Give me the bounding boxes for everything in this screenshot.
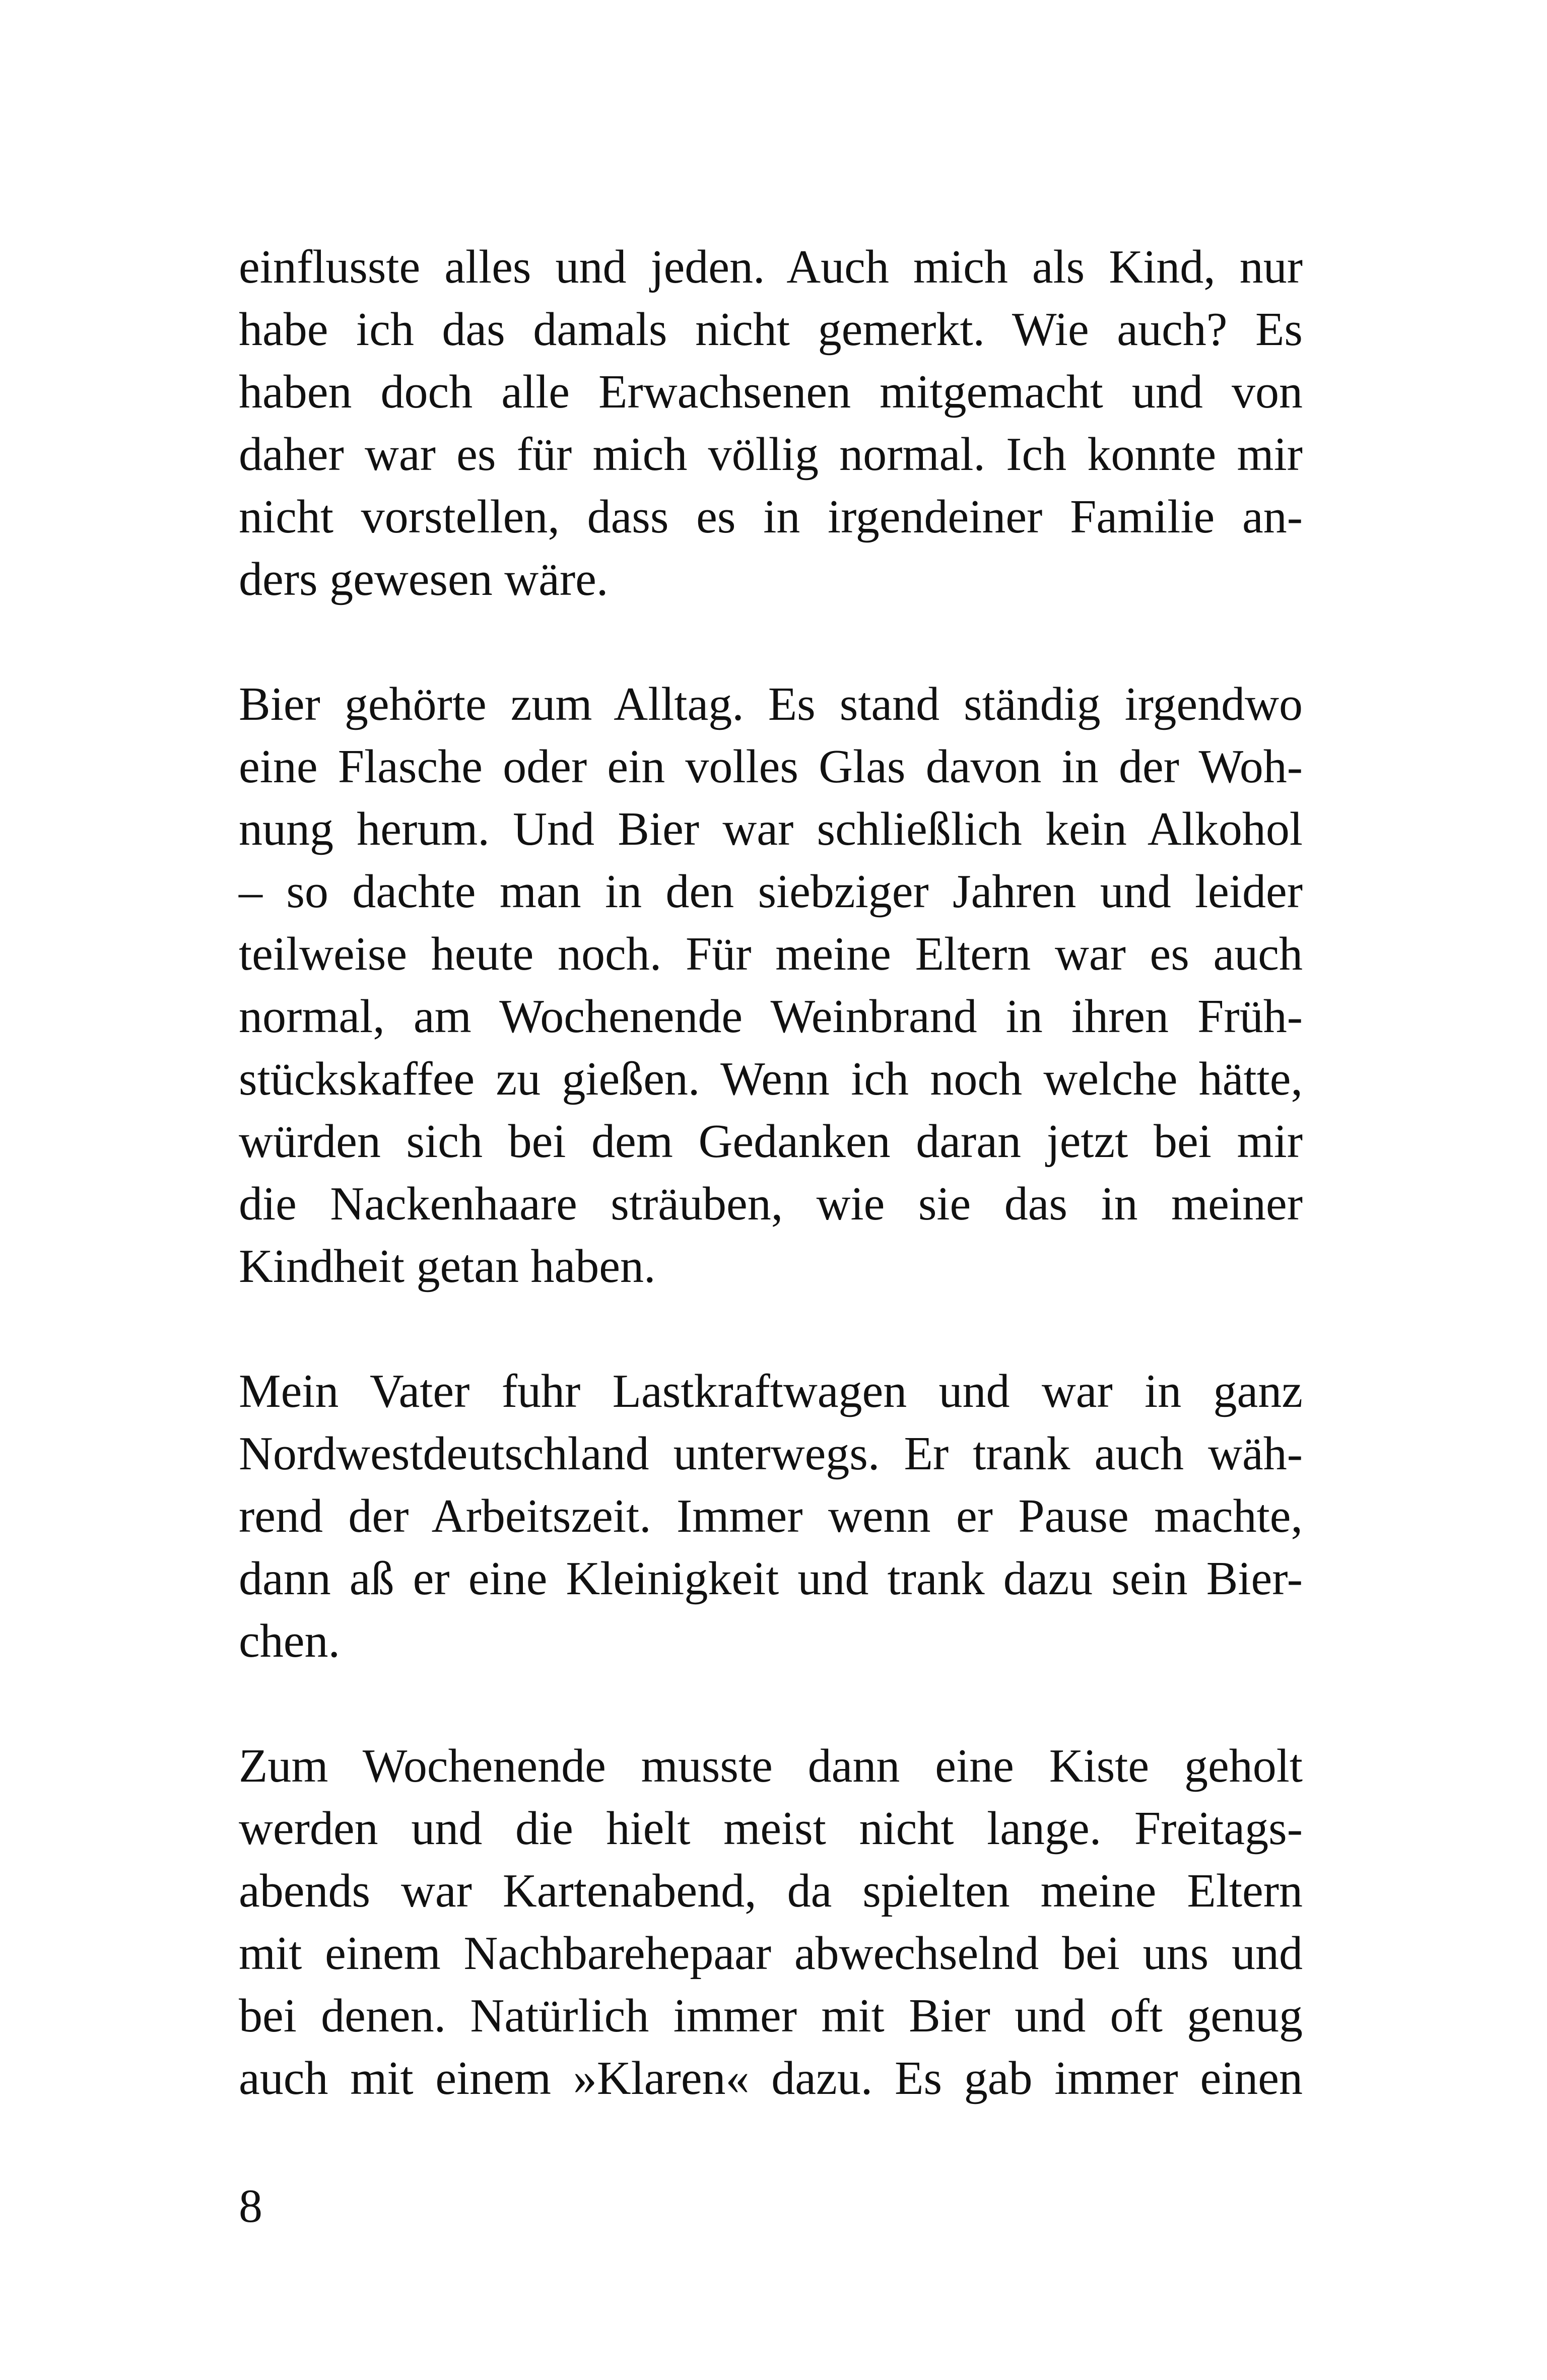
paragraph [239,673,1303,1298]
text-line: eine Flasche oder ein volles Glas davon in der Woh- [239,740,1303,793]
body-text [239,236,1303,2172]
text-line: teilweise heute noch. Für meine Eltern war es auch [239,928,1303,980]
text-line: einflusste alles und jeden. Auch mich als Kind, nur [239,241,1303,293]
text-line: stückskaffee zu gießen. Wenn ich noch welche hätte, [239,1053,1303,1105]
paragraph [239,1360,1303,1672]
text-line: nung herum. Und Bier war schließlich kein Alkohol [239,803,1303,855]
text-line: Kindheit getan haben. [239,1240,656,1293]
text-line: daher war es für mich völlig normal. Ich konnte mir [239,428,1303,481]
text-line: habe ich das damals nicht gemerkt. Wie auch? Es [239,303,1303,356]
paragraph [239,236,1303,610]
text-line: mit einem Nachbarehepaar abwechselnd bei uns und [239,1927,1303,1980]
text-line: dann aß er eine Kleinigkeit und trank dazu sein Bier- [239,1552,1303,1605]
text-line: nicht vorstellen, dass es in irgendeiner Familie an- [239,491,1303,543]
text-line: würden sich bei dem Gedanken daran jetzt bei mir [239,1115,1303,1168]
text-line: werden und die hielt meist nicht lange. Freitags- [239,1802,1303,1855]
text-line: Zum Wochenende musste dann eine Kiste geholt [239,1740,1303,1792]
text-line: normal, am Wochenende Weinbrand in ihren Früh- [239,990,1303,1043]
text-line: chen. [239,1615,340,1667]
text-line: Mein Vater fuhr Lastkraftwagen und war in ganz [239,1365,1303,1417]
text-line: bei denen. Natürlich immer mit Bier und oft genug [239,1990,1303,2042]
paragraph [239,1735,1303,2110]
text-line: auch mit einem »Klaren« dazu. Es gab immer einen [239,2052,1303,2104]
text-line: – so dachte man in den siebziger Jahren und leider [239,865,1303,918]
text-line: haben doch alle Erwachsenen mitgemacht und von [239,366,1303,418]
text-line: Nordwestdeutschland unterwegs. Er trank auch wäh- [239,1427,1303,1480]
text-line: Bier gehörte zum Alltag. Es stand ständig irgendwo [239,678,1303,730]
text-line: abends war Kartenabend, da spielten meine Eltern [239,1865,1303,1917]
text-line: ders gewesen wäre. [239,553,609,605]
text-line: rend der Arbeitszeit. Immer wenn er Pause machte, [239,1490,1303,1542]
text-line: die Nackenhaare sträuben, wie sie das in meiner [239,1178,1303,1230]
page-number: 8 [239,2180,262,2232]
